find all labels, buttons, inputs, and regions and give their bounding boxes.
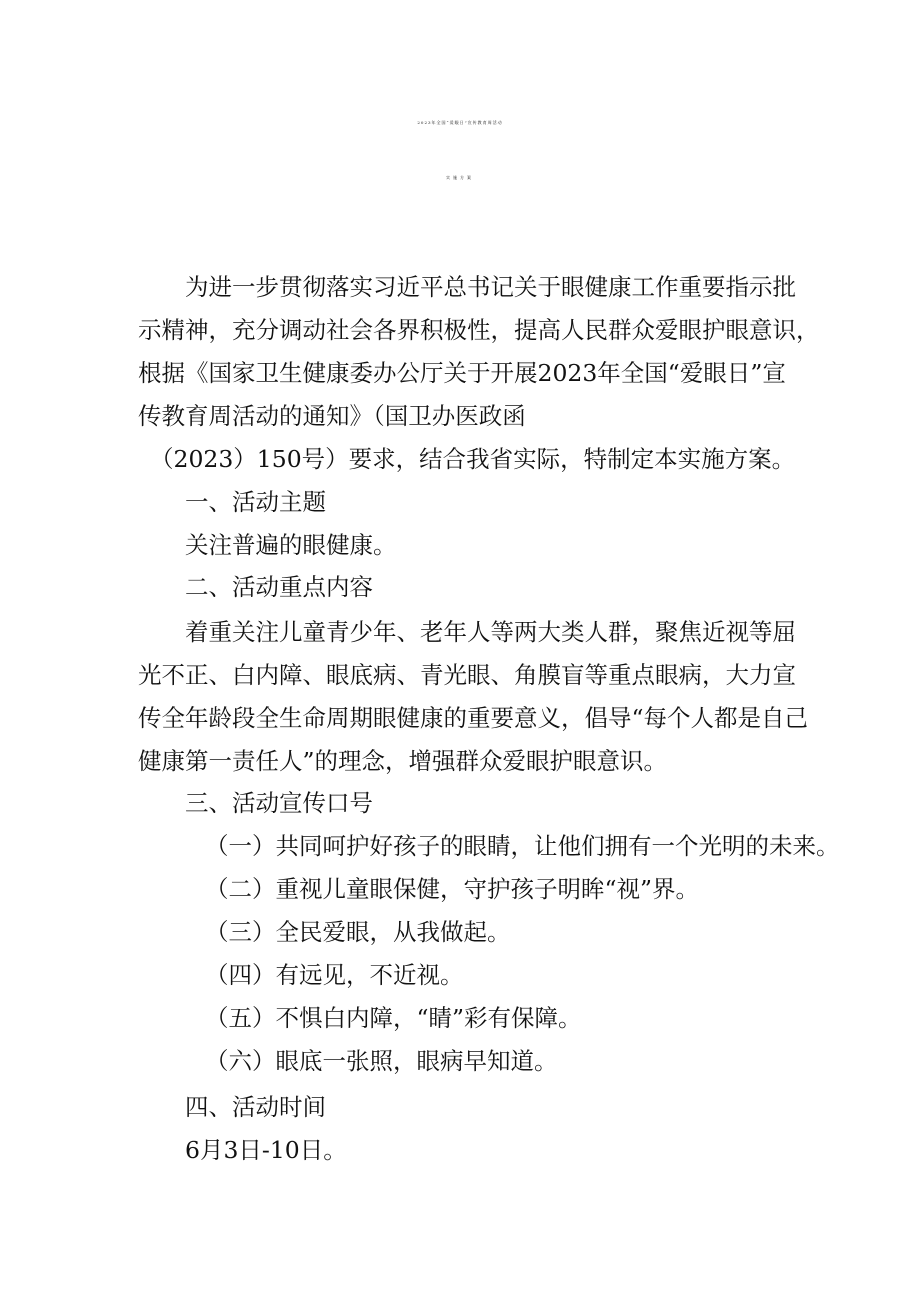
slogan-3: （三）全民爱眼，从我做起。 <box>205 918 511 946</box>
slogan-2: （二）重视儿童眼保健，守护孩子明眸“视”界。 <box>205 875 700 903</box>
slogan-5: （五）不惧白内障，“睛”彩有保障。 <box>205 1004 582 1032</box>
section-2-line-4: 健康第一责任人”的理念，增强群众爱眼护眼意识。 <box>138 747 668 775</box>
section-2-line-2: 光不正、白内障、眼底病、青光眼、角膜盲等重点眼病，大力宣 <box>138 661 796 689</box>
section-4-heading: 四、活动时间 <box>185 1093 326 1121</box>
section-3-heading: 三、活动宣传口号 <box>185 789 373 817</box>
section-2-line-3: 传全年龄段全生命周期眼健康的重要意义，倡导“每个人都是自己 <box>138 704 809 732</box>
section-1-heading: 一、活动主题 <box>185 488 326 516</box>
section-2-heading: 二、活动重点内容 <box>185 573 373 601</box>
intro-line-5: （2023）150号）要求，结合我省实际，特制定本实施方案。 <box>150 445 796 473</box>
document-title-line-2: 实施方案 <box>446 175 474 180</box>
intro-line-2: 示精神，充分调动社会各界积极性，提高人民群众爱眼护眼意识， <box>138 316 820 344</box>
slogan-1: （一）共同呵护好孩子的眼睛，让他们拥有一个光明的未来。 <box>205 832 840 860</box>
section-4-text: 6月3日-10日。 <box>185 1136 347 1164</box>
slogan-6: （六）眼底一张照，眼病早知道。 <box>205 1047 558 1075</box>
section-2-line-1: 着重关注儿童青少年、老年人等两大类人群，聚焦近视等屈 <box>185 618 796 646</box>
slogan-4: （四）有远见，不近视。 <box>205 961 464 989</box>
intro-line-1: 为进一步贯彻落实习近平总书记关于眼健康工作重要指示批 <box>185 273 796 301</box>
document-title-line-1: 2023年全国“爱眼日”宣传教育周活动 <box>417 120 503 125</box>
intro-line-3: 根据《国家卫生健康委办公厅关于开展2023年全国“爱眼日”宣 <box>138 359 786 387</box>
intro-line-4: 传教育周活动的通知》（国卫办医政函 <box>138 402 526 430</box>
section-1-text: 关注普遍的眼健康。 <box>185 531 397 559</box>
